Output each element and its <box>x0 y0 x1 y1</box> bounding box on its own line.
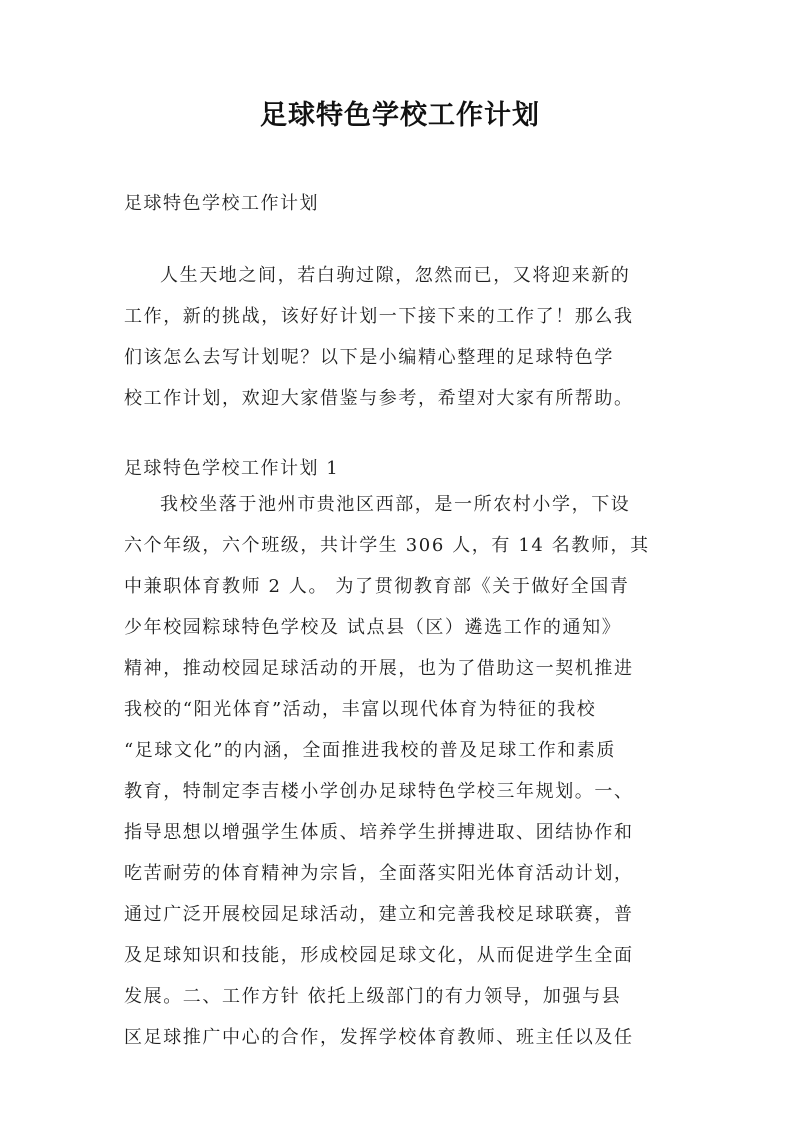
body-line: 我校坐落于池州市贵池区西部，是一所农村小学，下设 <box>160 494 631 515</box>
intro-line: 们该怎么去写计划呢？以下是小编精心整理的足球特色学 <box>124 347 614 368</box>
intro-line: 工作，新的挑战，该好好计划一下接下来的工作了！那么我 <box>124 306 634 327</box>
document-subtitle: 足球特色学校工作计划 <box>124 193 319 214</box>
body-line: 中兼职体育教师 2 人。 为了贯彻教育部《关于做好全国青 <box>124 576 630 597</box>
body-line: 我校的“阳光体育”活动，丰富以现代体育为特征的我校 <box>124 699 597 720</box>
body-line: 区足球推广中心的合作，发挥学校体育教师、班主任以及任 <box>124 1027 634 1048</box>
body-line: 吃苦耐劳的体育精神为宗旨，全面落实阳光体育活动计划， <box>124 863 634 884</box>
body-line: 通过广泛开展校园足球活动，建立和完善我校足球联赛，普 <box>124 904 634 925</box>
body-line: 六个年级，六个班级，共计学生 306 人，有 14 名教师，其 <box>124 535 650 556</box>
body-line: 教育，特制定李吉楼小学创办足球特色学校三年规划。一、 <box>124 781 634 802</box>
page-title: 足球特色学校工作计划 <box>260 100 540 131</box>
intro-line: 人生天地之间，若白驹过隙，忽然而已，又将迎来新的 <box>160 265 631 286</box>
body-line: 发展。二、工作方针 依托上级部门的有力领导，加强与县 <box>124 986 622 1007</box>
intro-line: 校工作计划，欢迎大家借鉴与参考，希望对大家有所帮助。 <box>124 388 634 409</box>
body-line: 精神，推动校园足球活动的开展，也为了借助这一契机推进 <box>124 658 634 679</box>
section-heading: 足球特色学校工作计划 1 <box>124 458 340 479</box>
body-line: 指导思想以增强学生体质、培养学生拼搏进取、团结协作和 <box>124 822 634 843</box>
body-line: 及足球知识和技能，形成校园足球文化，从而促进学生全面 <box>124 945 634 966</box>
body-line: “足球文化”的内涵，全面推进我校的普及足球工作和素质 <box>124 740 617 761</box>
body-line: 少年校园粽球特色学校及 试点县（区）遴选工作的通知》 <box>124 617 622 638</box>
